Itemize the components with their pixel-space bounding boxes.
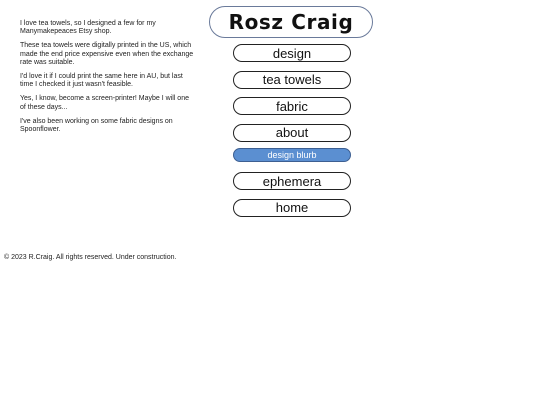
nav-item-ephemera[interactable]: ephemera — [233, 172, 351, 190]
nav-item-home[interactable]: home — [233, 199, 351, 217]
nav-item-fabric[interactable]: fabric — [233, 97, 351, 115]
main-nav — [233, 44, 351, 225]
blurb-paragraph-4: Yes, I know, become a screen-printer! Maybe I will one of these days... — [20, 95, 189, 111]
blurb-paragraph-3: I'd love it if I could print the same here in AU, but last time I checked it just wasn't feasible. — [20, 73, 183, 89]
site-title[interactable]: Rosz Craig — [209, 6, 373, 38]
blurb-paragraph-2: These tea towels were digitally printed in the US, which made the end price expensive even when the exchange rate was suitable. — [20, 42, 194, 66]
nav-item-design[interactable]: design — [233, 44, 351, 62]
footer-copyright: © 2023 R.Craig. All rights reserved. Under construction. — [4, 254, 177, 261]
blurb-content — [20, 20, 195, 140]
nav-item-design-blurb[interactable]: design blurb — [233, 148, 351, 162]
blurb-paragraph-5: I've also been working on some fabric designs on Spoonflower. — [20, 117, 173, 134]
nav-item-tea-towels[interactable]: tea towels — [233, 71, 351, 89]
nav-item-about[interactable]: about — [233, 124, 351, 142]
blurb-paragraph-1: I love tea towels, so I designed a few for my Manymakepeaces Etsy shop. — [20, 20, 156, 36]
